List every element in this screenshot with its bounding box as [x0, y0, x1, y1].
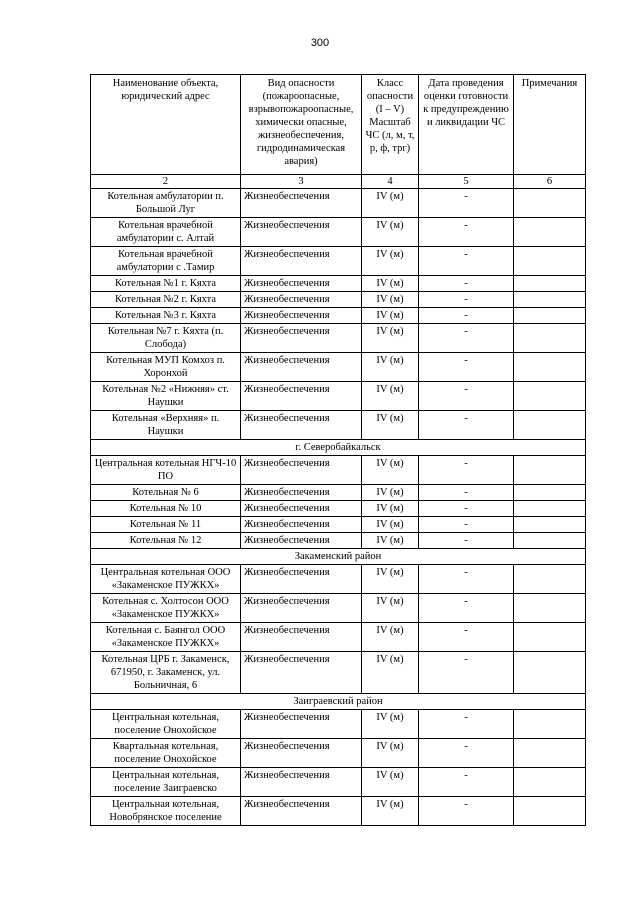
- section-title: г. Северобайкальск: [91, 440, 586, 456]
- hazard-class-cell: IV (м): [362, 768, 419, 797]
- assessment-date-cell: -: [419, 594, 514, 623]
- assessment-date-cell: -: [419, 710, 514, 739]
- table-row: [91, 652, 586, 694]
- notes-cell: [514, 652, 586, 694]
- notes-cell: [514, 739, 586, 768]
- hazard-class-cell: IV (м): [362, 565, 419, 594]
- object-name-cell: Центральная котельная, поселение Онохойское: [91, 710, 241, 739]
- hazard-class-cell: IV (м): [362, 533, 419, 549]
- notes-cell: [514, 594, 586, 623]
- object-name-cell: Котельная №1 г. Кяхта: [91, 276, 241, 292]
- notes-cell: [514, 247, 586, 276]
- table-row: [91, 517, 586, 533]
- table-row: [91, 768, 586, 797]
- object-name-cell: Котельная №7 г. Кяхта (п. Слобода): [91, 324, 241, 353]
- table-row: [91, 276, 586, 292]
- hazard-type-cell: Жизнеобеспечения: [241, 710, 362, 739]
- hazard-class-cell: IV (м): [362, 652, 419, 694]
- hazard-class-cell: IV (м): [362, 247, 419, 276]
- section-row: [91, 549, 586, 565]
- assessment-date-cell: -: [419, 411, 514, 440]
- hazard-type-cell: Жизнеобеспечения: [241, 594, 362, 623]
- assessment-date-cell: -: [419, 308, 514, 324]
- hazard-class-cell: IV (м): [362, 739, 419, 768]
- notes-cell: [514, 485, 586, 501]
- object-name-cell: Котельная с. Холтосон ООО «Закаменское ПУЖКХ»: [91, 594, 241, 623]
- hazard-type-cell: Жизнеобеспечения: [241, 739, 362, 768]
- hazard-class-cell: IV (м): [362, 324, 419, 353]
- table-row: [91, 353, 586, 382]
- table-row: [91, 308, 586, 324]
- hazard-class-cell: IV (м): [362, 308, 419, 324]
- column-number: 3: [241, 175, 362, 189]
- assessment-date-cell: -: [419, 292, 514, 308]
- object-name-cell: Котельная врачебной амбулатории с .Тамир: [91, 247, 241, 276]
- column-number: 4: [362, 175, 419, 189]
- notes-cell: [514, 501, 586, 517]
- notes-cell: [514, 768, 586, 797]
- table-row: [91, 501, 586, 517]
- notes-cell: [514, 517, 586, 533]
- table-row: [91, 247, 586, 276]
- hazard-class-cell: IV (м): [362, 517, 419, 533]
- table-row: [91, 710, 586, 739]
- notes-cell: [514, 797, 586, 826]
- hazard-class-cell: IV (м): [362, 292, 419, 308]
- assessment-date-cell: -: [419, 797, 514, 826]
- assessment-date-cell: -: [419, 456, 514, 485]
- table-row: [91, 292, 586, 308]
- assessment-date-cell: -: [419, 501, 514, 517]
- hazard-class-cell: IV (м): [362, 623, 419, 652]
- assessment-date-cell: -: [419, 517, 514, 533]
- object-name-cell: Котельная с. Баянгол ООО «Закаменское ПУЖКХ»: [91, 623, 241, 652]
- section-row: [91, 440, 586, 456]
- object-name-cell: Центральная котельная, поселение Заиграевско: [91, 768, 241, 797]
- header-assessment-date: Дата проведения оценки готовности к предупреждению и ликвидации ЧС: [419, 75, 514, 175]
- hazard-objects-table: [90, 74, 586, 826]
- object-name-cell: Котельная № 12: [91, 533, 241, 549]
- notes-cell: [514, 623, 586, 652]
- assessment-date-cell: -: [419, 533, 514, 549]
- hazard-type-cell: Жизнеобеспечения: [241, 501, 362, 517]
- notes-cell: [514, 382, 586, 411]
- notes-cell: [514, 276, 586, 292]
- hazard-class-cell: IV (м): [362, 353, 419, 382]
- page-number: 300: [310, 37, 330, 49]
- assessment-date-cell: -: [419, 324, 514, 353]
- notes-cell: [514, 308, 586, 324]
- object-name-cell: Квартальная котельная, поселение Онохойское: [91, 739, 241, 768]
- section-title: Заиграевский район: [91, 694, 586, 710]
- notes-cell: [514, 324, 586, 353]
- object-name-cell: Котельная № 10: [91, 501, 241, 517]
- hazard-type-cell: Жизнеобеспечения: [241, 565, 362, 594]
- hazard-class-cell: IV (м): [362, 276, 419, 292]
- object-name-cell: Котельная врачебной амбулатории с. Алтай: [91, 218, 241, 247]
- hazard-type-cell: Жизнеобеспечения: [241, 533, 362, 549]
- column-number-row: [91, 175, 586, 189]
- hazard-type-cell: Жизнеобеспечения: [241, 797, 362, 826]
- assessment-date-cell: -: [419, 247, 514, 276]
- table-body: [91, 189, 586, 826]
- section-row: [91, 694, 586, 710]
- table-row: [91, 189, 586, 218]
- object-name-cell: Котельная ЦРБ г. Закаменск, 671950, г. Закаменск, ул. Больничная, 6: [91, 652, 241, 694]
- hazard-type-cell: Жизнеобеспечения: [241, 652, 362, 694]
- hazard-type-cell: Жизнеобеспечения: [241, 189, 362, 218]
- object-name-cell: Котельная № 6: [91, 485, 241, 501]
- hazard-type-cell: Жизнеобеспечения: [241, 308, 362, 324]
- assessment-date-cell: -: [419, 652, 514, 694]
- object-name-cell: Центральная котельная, Новобрянское поселение: [91, 797, 241, 826]
- hazard-type-cell: Жизнеобеспечения: [241, 247, 362, 276]
- hazard-class-cell: IV (м): [362, 797, 419, 826]
- table-row: [91, 565, 586, 594]
- table-row: [91, 623, 586, 652]
- hazard-type-cell: Жизнеобеспечения: [241, 292, 362, 308]
- hazard-type-cell: Жизнеобеспечения: [241, 456, 362, 485]
- column-number: 2: [91, 175, 241, 189]
- object-name-cell: Котельная №2 «Нижняя» ст. Наушки: [91, 382, 241, 411]
- hazard-type-cell: Жизнеобеспечения: [241, 485, 362, 501]
- hazard-class-cell: IV (м): [362, 710, 419, 739]
- object-name-cell: Котельная №3 г. Кяхта: [91, 308, 241, 324]
- hazard-class-cell: IV (м): [362, 218, 419, 247]
- assessment-date-cell: -: [419, 218, 514, 247]
- notes-cell: [514, 533, 586, 549]
- hazard-class-cell: IV (м): [362, 382, 419, 411]
- table-row: [91, 218, 586, 247]
- object-name-cell: Котельная №2 г. Кяхта: [91, 292, 241, 308]
- hazard-class-cell: IV (м): [362, 485, 419, 501]
- hazard-class-cell: IV (м): [362, 594, 419, 623]
- hazard-type-cell: Жизнеобеспечения: [241, 411, 362, 440]
- table-row: [91, 739, 586, 768]
- assessment-date-cell: -: [419, 739, 514, 768]
- hazard-type-cell: Жизнеобеспечения: [241, 382, 362, 411]
- hazard-class-cell: IV (м): [362, 456, 419, 485]
- column-number: 6: [514, 175, 586, 189]
- object-name-cell: Центральная котельная ООО «Закаменское ПУЖКХ»: [91, 565, 241, 594]
- table-row: [91, 324, 586, 353]
- header-notes: Примечания: [514, 75, 586, 175]
- hazard-type-cell: Жизнеобеспечения: [241, 218, 362, 247]
- notes-cell: [514, 189, 586, 218]
- assessment-date-cell: -: [419, 485, 514, 501]
- notes-cell: [514, 456, 586, 485]
- hazard-type-cell: Жизнеобеспечения: [241, 353, 362, 382]
- table-row: [91, 411, 586, 440]
- section-title: Закаменский район: [91, 549, 586, 565]
- hazard-class-cell: IV (м): [362, 189, 419, 218]
- table-row: [91, 456, 586, 485]
- object-name-cell: Котельная № 11: [91, 517, 241, 533]
- header-hazard-class: Класс опасности (I – V) Масштаб ЧС (л, м, т, р, ф, трг): [362, 75, 419, 175]
- table-row: [91, 533, 586, 549]
- table-row: [91, 797, 586, 826]
- object-name-cell: Центральная котельная НГЧ-10 ПО: [91, 456, 241, 485]
- table-row: [91, 594, 586, 623]
- object-name-cell: Котельная МУП Комхоз п. Хоронхой: [91, 353, 241, 382]
- table-row: [91, 382, 586, 411]
- notes-cell: [514, 292, 586, 308]
- assessment-date-cell: -: [419, 623, 514, 652]
- hazard-class-cell: IV (м): [362, 501, 419, 517]
- assessment-date-cell: -: [419, 768, 514, 797]
- assessment-date-cell: -: [419, 276, 514, 292]
- table-header-row: [91, 75, 586, 175]
- object-name-cell: Котельная амбулатории п. Большой Луг: [91, 189, 241, 218]
- notes-cell: [514, 353, 586, 382]
- notes-cell: [514, 411, 586, 440]
- header-hazard-type: Вид опасности (пожароопасные, взрывопожароопасные, химически опасные, жизнеобеспечения, гидродинамическая авария): [241, 75, 362, 175]
- object-name-cell: Котельная «Верхняя» п. Наушки: [91, 411, 241, 440]
- notes-cell: [514, 218, 586, 247]
- hazard-type-cell: Жизнеобеспечения: [241, 623, 362, 652]
- hazard-type-cell: Жизнеобеспечения: [241, 517, 362, 533]
- hazard-type-cell: Жизнеобеспечения: [241, 276, 362, 292]
- column-number: 5: [419, 175, 514, 189]
- assessment-date-cell: -: [419, 565, 514, 594]
- notes-cell: [514, 565, 586, 594]
- hazard-type-cell: Жизнеобеспечения: [241, 324, 362, 353]
- assessment-date-cell: -: [419, 382, 514, 411]
- hazard-class-cell: IV (м): [362, 411, 419, 440]
- assessment-date-cell: -: [419, 189, 514, 218]
- assessment-date-cell: -: [419, 353, 514, 382]
- header-object-name: Наименование объекта, юридический адрес: [91, 75, 241, 175]
- table-row: [91, 485, 586, 501]
- notes-cell: [514, 710, 586, 739]
- hazard-type-cell: Жизнеобеспечения: [241, 768, 362, 797]
